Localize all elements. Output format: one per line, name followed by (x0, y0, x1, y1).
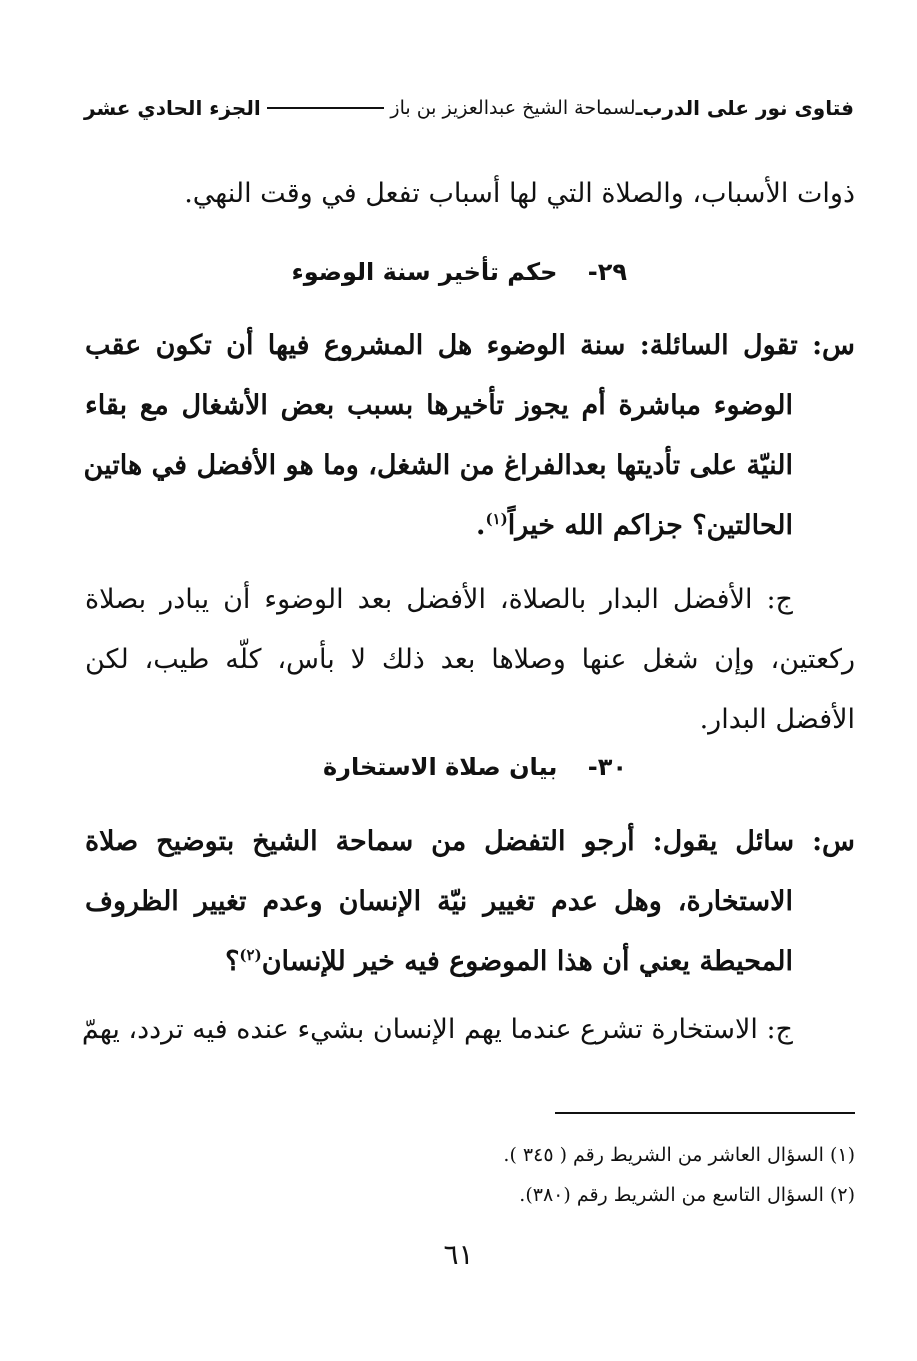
answer-line: ركعتين، وإن شغل عنها وصلاها بعد ذلك لا بأس، كلّه طيب، لكن (85, 644, 855, 675)
footnote-separator (555, 1112, 855, 1114)
footnote-ref-2: (٢) (239, 946, 262, 964)
running-head: فتاوى نور على الدرب ـ لسماحة الشيخ عبدالعزيز بن باز الجزء الحادي عشر (84, 92, 854, 124)
footnotes (85, 1135, 855, 1215)
running-head-volume: الجزء الحادي عشر (84, 96, 261, 120)
question-line: الاستخارة، وهل عدم تغيير نيّة الإنسان وعدم تغيير الظروف (85, 886, 793, 917)
section-29-answer (85, 570, 855, 750)
section-30-answer (81, 1000, 855, 1060)
section-30-question (85, 812, 855, 992)
question-line-text: المحيطة يعني أن هذا الموضوع فيه خير للإنسان (261, 946, 793, 977)
running-head-rule (267, 107, 385, 109)
section-29-title: حكم تأخير سنة الوضوء (291, 258, 558, 286)
footnote-2: (٢) السؤال التاسع من الشريط رقم (٣٨٠). (519, 1184, 855, 1206)
running-head-author: لسماحة الشيخ عبدالعزيز بن باز (390, 97, 636, 119)
answer-line: ج: الأفضل البدار بالصلاة، الأفضل بعد الوضوء أن يبادر بصلاة (85, 584, 793, 615)
running-head-book-title: فتاوى نور على الدرب (642, 96, 854, 120)
answer-line: الأفضل البدار. (699, 704, 855, 735)
section-29-heading (291, 252, 627, 292)
section-30-number: ٣٠- (587, 753, 627, 781)
section-30-title: بيان صلاة الاستخارة (322, 753, 558, 781)
footnote-ref-1: (١) (485, 510, 508, 528)
question-end-mark: . (476, 510, 486, 541)
question-end-mark: ؟ (225, 946, 240, 977)
question-line: النيّة على تأديتها بعدالفراغ من الشغل، وما هو الأفضل في هاتين (83, 450, 793, 481)
intro-line: ذوات الأسباب، والصلاة التي لها أسباب تفعل في وقت النهي. (184, 178, 855, 209)
question-line: الوضوء مباشرة أم يجوز تأخيرها بسبب بعض الأشغال مع بقاء (85, 390, 793, 421)
question-line: س: سائل يقول: أرجو التفضل من سماحة الشيخ بتوضيح صلاة (85, 826, 855, 857)
question-line-text: الحالتين؟ جزاكم الله خيراً (507, 510, 793, 541)
section-29-question (85, 316, 855, 556)
question-line-final (85, 496, 855, 556)
question-line-final (85, 932, 855, 992)
footnote-1: (١) السؤال العاشر من الشريط رقم ( ٣٤٥ ). (503, 1144, 855, 1166)
intro-paragraph (85, 164, 855, 224)
page-number: ٦١ (443, 1238, 474, 1271)
section-30-heading (323, 747, 627, 787)
section-29-number: ٢٩- (587, 258, 627, 286)
answer-line: ج: الاستخارة تشرع عندما يهم الإنسان بشيء عنده فيه تردد، يهمّ (81, 1014, 793, 1045)
question-line: س: تقول السائلة: سنة الوضوء هل المشروع فيها أن تكون عقب (85, 330, 855, 361)
